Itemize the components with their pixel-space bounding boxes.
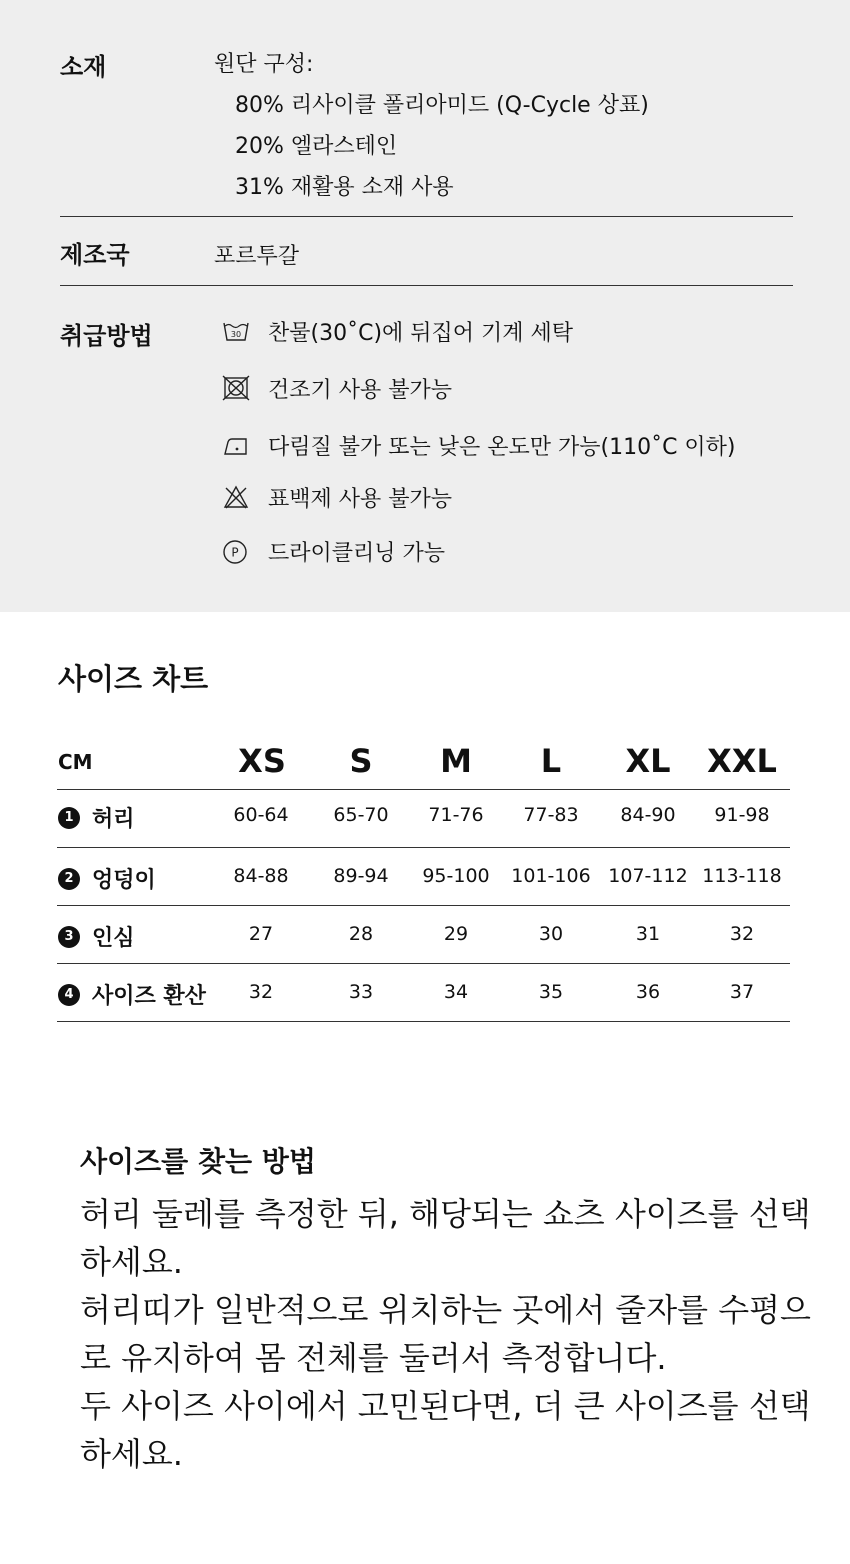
- svg-text:30: 30: [230, 330, 242, 339]
- size-header: XS: [238, 742, 286, 780]
- material-label: 소재: [60, 53, 107, 81]
- table-cell: 95-100: [422, 865, 490, 887]
- table-cell: 35: [538, 981, 564, 1003]
- table-cell: 31: [635, 923, 661, 945]
- row-label-waist: [58, 802, 135, 833]
- svg-text:P: P: [231, 545, 239, 560]
- table-divider: [57, 905, 790, 906]
- material-line: 31% 재활용 소재 사용: [235, 175, 454, 200]
- size-header: L: [540, 742, 562, 780]
- find-size-text: 로 유지하여 몸 전체를 둘러서 측정합니다.: [80, 1339, 667, 1377]
- table-cell: 33: [348, 981, 374, 1003]
- table-cell: 101-106: [511, 865, 591, 887]
- care-text: 드라이클리닝 가능: [268, 541, 446, 566]
- table-cell: 84-88: [233, 865, 289, 887]
- row-number-badge: 1: [58, 807, 80, 829]
- table-cell: 32: [729, 923, 755, 945]
- material-line: 20% 엘라스테인: [235, 134, 398, 159]
- no-bleach-icon: [222, 484, 250, 510]
- care-text: 다림질 불가 또는 낮은 온도만 가능(110˚C 이하): [268, 435, 736, 460]
- row-label-size-conversion: [58, 979, 206, 1010]
- find-size-text: 두 사이즈 사이에서 고민된다면, 더 큰 사이즈를 선택: [80, 1387, 811, 1425]
- size-header: S: [349, 742, 373, 780]
- size-header: XL: [625, 742, 671, 780]
- find-size-text: 하세요.: [80, 1435, 183, 1473]
- size-chart-title: 사이즈 차트: [58, 662, 209, 696]
- table-cell: 32: [248, 981, 274, 1003]
- size-header: XXL: [707, 742, 777, 780]
- table-cell: 36: [635, 981, 661, 1003]
- table-cell: 65-70: [333, 804, 389, 826]
- row-label-text: 엉덩이: [92, 868, 156, 893]
- table-cell: 37: [729, 981, 755, 1003]
- wash-30-icon: [222, 318, 250, 344]
- table-cell: 60-64: [233, 804, 289, 826]
- product-info-section: [0, 0, 850, 612]
- table-cell: 84-90: [620, 804, 676, 826]
- find-size-text: 하세요.: [80, 1243, 183, 1281]
- dry-clean-p-icon: [222, 538, 250, 564]
- size-header: M: [440, 742, 472, 780]
- find-size-title: 사이즈를 찾는 방법: [80, 1145, 316, 1178]
- material-line: 80% 리사이클 폴리아미드 (Q-Cycle 상표): [235, 93, 649, 118]
- material-line: 원단 구성:: [214, 52, 314, 77]
- table-cell: 27: [248, 923, 274, 945]
- row-label-text: 인심: [92, 926, 135, 951]
- table-cell: 71-76: [428, 804, 484, 826]
- origin-value: 포르투갈: [214, 244, 300, 269]
- row-number-badge: 4: [58, 984, 80, 1006]
- row-number-badge: 2: [58, 868, 80, 890]
- row-label-text: 사이즈 환산: [92, 984, 206, 1009]
- table-cell: 107-112: [608, 865, 688, 887]
- table-cell: 113-118: [702, 865, 782, 887]
- care-label: 취급방법: [60, 322, 153, 350]
- row-label-hip: [58, 863, 156, 894]
- table-divider: [57, 789, 790, 790]
- no-tumble-dry-icon: [222, 375, 250, 401]
- divider: [60, 285, 793, 286]
- row-number-badge: 3: [58, 926, 80, 948]
- find-size-text: 허리 둘레를 측정한 뒤, 해당되는 쇼츠 사이즈를 선택: [80, 1195, 811, 1233]
- table-cell: 91-98: [714, 804, 770, 826]
- unit-label: CM: [58, 750, 93, 774]
- table-cell: 28: [348, 923, 374, 945]
- find-size-text: 허리띠가 일반적으로 위치하는 곳에서 줄자를 수평으: [80, 1291, 811, 1329]
- table-cell: 89-94: [333, 865, 389, 887]
- divider: [60, 216, 793, 217]
- origin-label: 제조국: [60, 241, 130, 269]
- row-label-text: 허리: [92, 807, 135, 832]
- table-divider: [57, 963, 790, 964]
- table-cell: 34: [443, 981, 469, 1003]
- iron-low-icon: [222, 432, 250, 458]
- table-divider: [57, 847, 790, 848]
- table-cell: 30: [538, 923, 564, 945]
- row-label-inseam: [58, 921, 135, 952]
- care-text: 건조기 사용 불가능: [268, 378, 453, 403]
- table-cell: 29: [443, 923, 469, 945]
- care-text: 표백제 사용 불가능: [268, 487, 453, 512]
- table-divider: [57, 1021, 790, 1022]
- table-cell: 77-83: [523, 804, 579, 826]
- care-text: 찬물(30˚C)에 뒤집어 기계 세탁: [268, 321, 574, 346]
